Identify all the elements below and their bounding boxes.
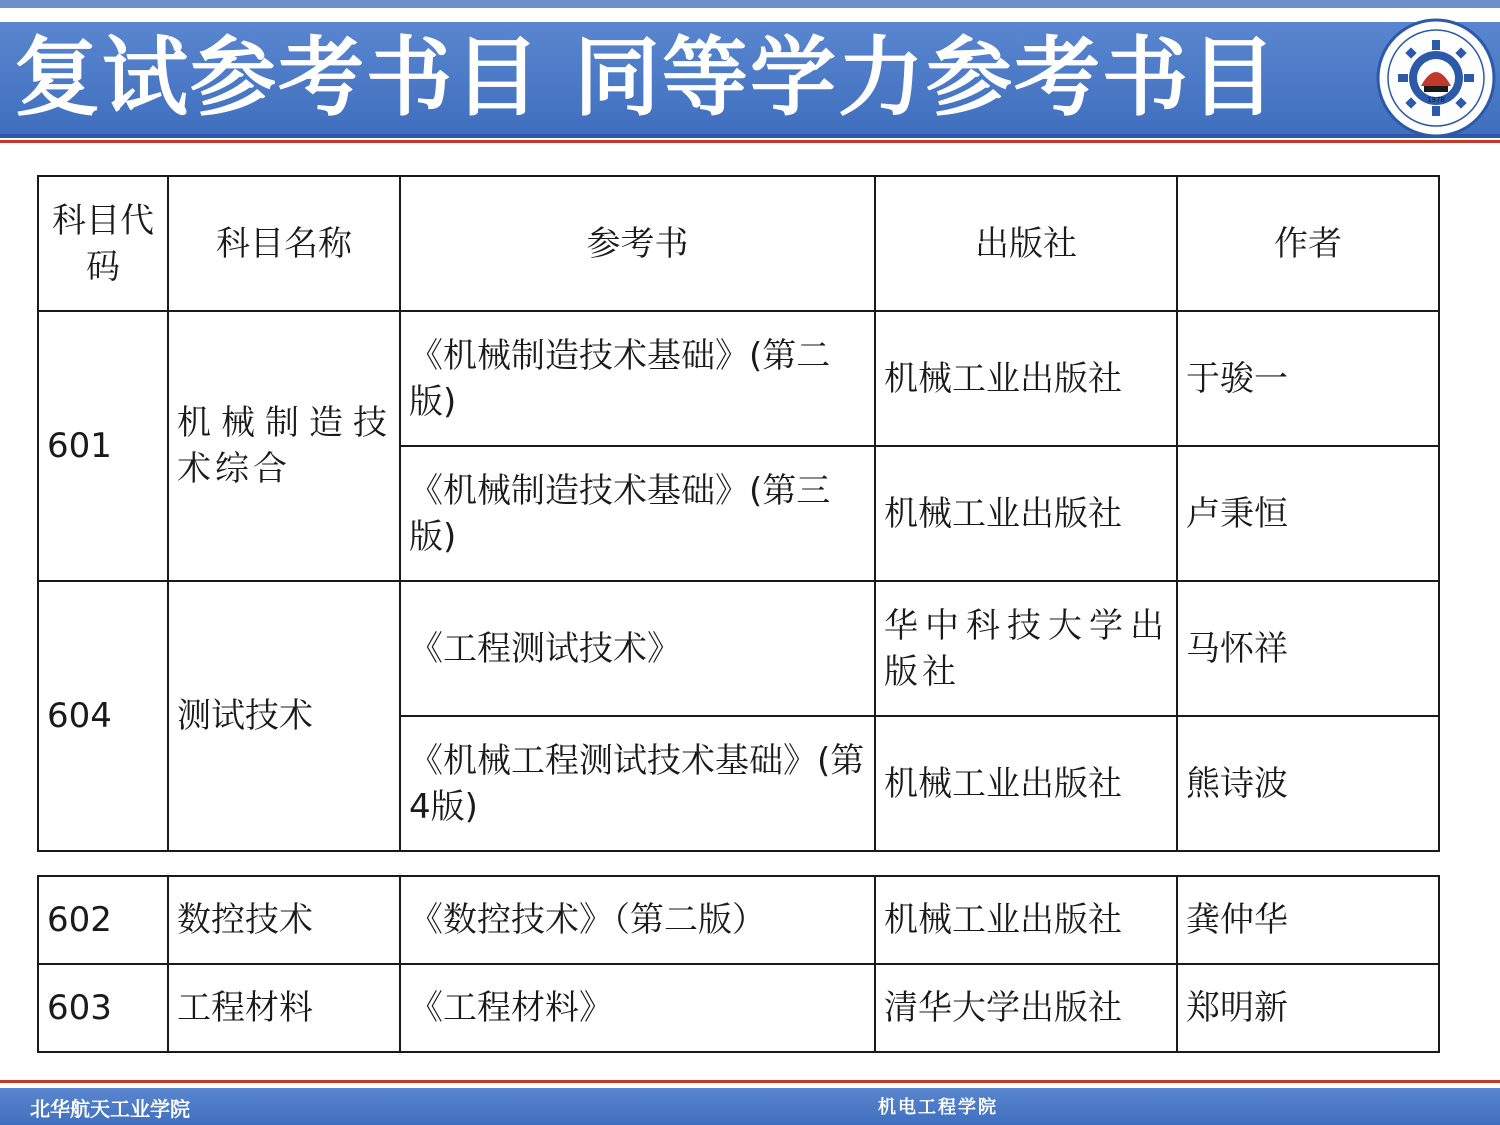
- subject-code: 604: [38, 581, 168, 851]
- footer-red-rule: [0, 1080, 1500, 1083]
- header-author: 作者: [1177, 176, 1439, 311]
- book-title: 《工程测试技术》: [400, 581, 875, 716]
- subject-name: 测试技术: [168, 581, 400, 851]
- table-row: [38, 581, 1439, 716]
- book-title: 《机械工程测试技术基础》(第4版): [400, 716, 875, 851]
- subject-name: 机械制造技术综合: [168, 311, 400, 581]
- book-title: 《工程材料》: [400, 964, 875, 1052]
- author: 卢秉恒: [1177, 446, 1439, 581]
- subject-code: 602: [38, 876, 168, 964]
- author: 于骏一: [1177, 311, 1439, 446]
- author: 马怀祥: [1177, 581, 1439, 716]
- header-publisher: 出版社: [875, 176, 1177, 311]
- header-red-rule: [0, 140, 1500, 143]
- additional-book-table: [37, 875, 1440, 1053]
- table-header-row: [38, 176, 1439, 311]
- author: 熊诗波: [1177, 716, 1439, 851]
- table-row: [38, 876, 1439, 964]
- header-code: 科目代码: [38, 176, 168, 311]
- book-title: 《机械制造技术基础》(第二版): [400, 311, 875, 446]
- title-bar: [0, 22, 1500, 138]
- publisher: 机械工业出版社: [875, 446, 1177, 581]
- header-book: 参考书: [400, 176, 875, 311]
- table-row: [38, 311, 1439, 446]
- slide-title: 复试参考书目 同等学力参考书目: [14, 28, 1278, 128]
- reference-book-table: [37, 175, 1440, 852]
- subject-name: 工程材料: [168, 964, 400, 1052]
- author: 郑明新: [1177, 964, 1439, 1052]
- author: 龚仲华: [1177, 876, 1439, 964]
- top-decor-rule: [0, 0, 1500, 8]
- subject-code: 601: [38, 311, 168, 581]
- emblem-year: 1978: [1427, 96, 1445, 104]
- book-title: 《机械制造技术基础》(第三版): [400, 446, 875, 581]
- footer-bar: [0, 1088, 1500, 1125]
- publisher: 机械工业出版社: [875, 716, 1177, 851]
- subject-code: 603: [38, 964, 168, 1052]
- publisher: 机械工业出版社: [875, 311, 1177, 446]
- publisher: 华中科技大学出版社: [875, 581, 1177, 716]
- book-title: 《数控技术》（第二版）: [400, 876, 875, 964]
- footer-school-name: 机电工程学院: [878, 1097, 998, 1118]
- table-row: [38, 964, 1439, 1052]
- footer-university-name: 北华航天工业学院: [30, 1097, 190, 1121]
- header-name: 科目名称: [168, 176, 400, 311]
- school-emblem-icon: [1376, 18, 1496, 138]
- publisher: 机械工业出版社: [875, 876, 1177, 964]
- subject-name: 数控技术: [168, 876, 400, 964]
- publisher: 清华大学出版社: [875, 964, 1177, 1052]
